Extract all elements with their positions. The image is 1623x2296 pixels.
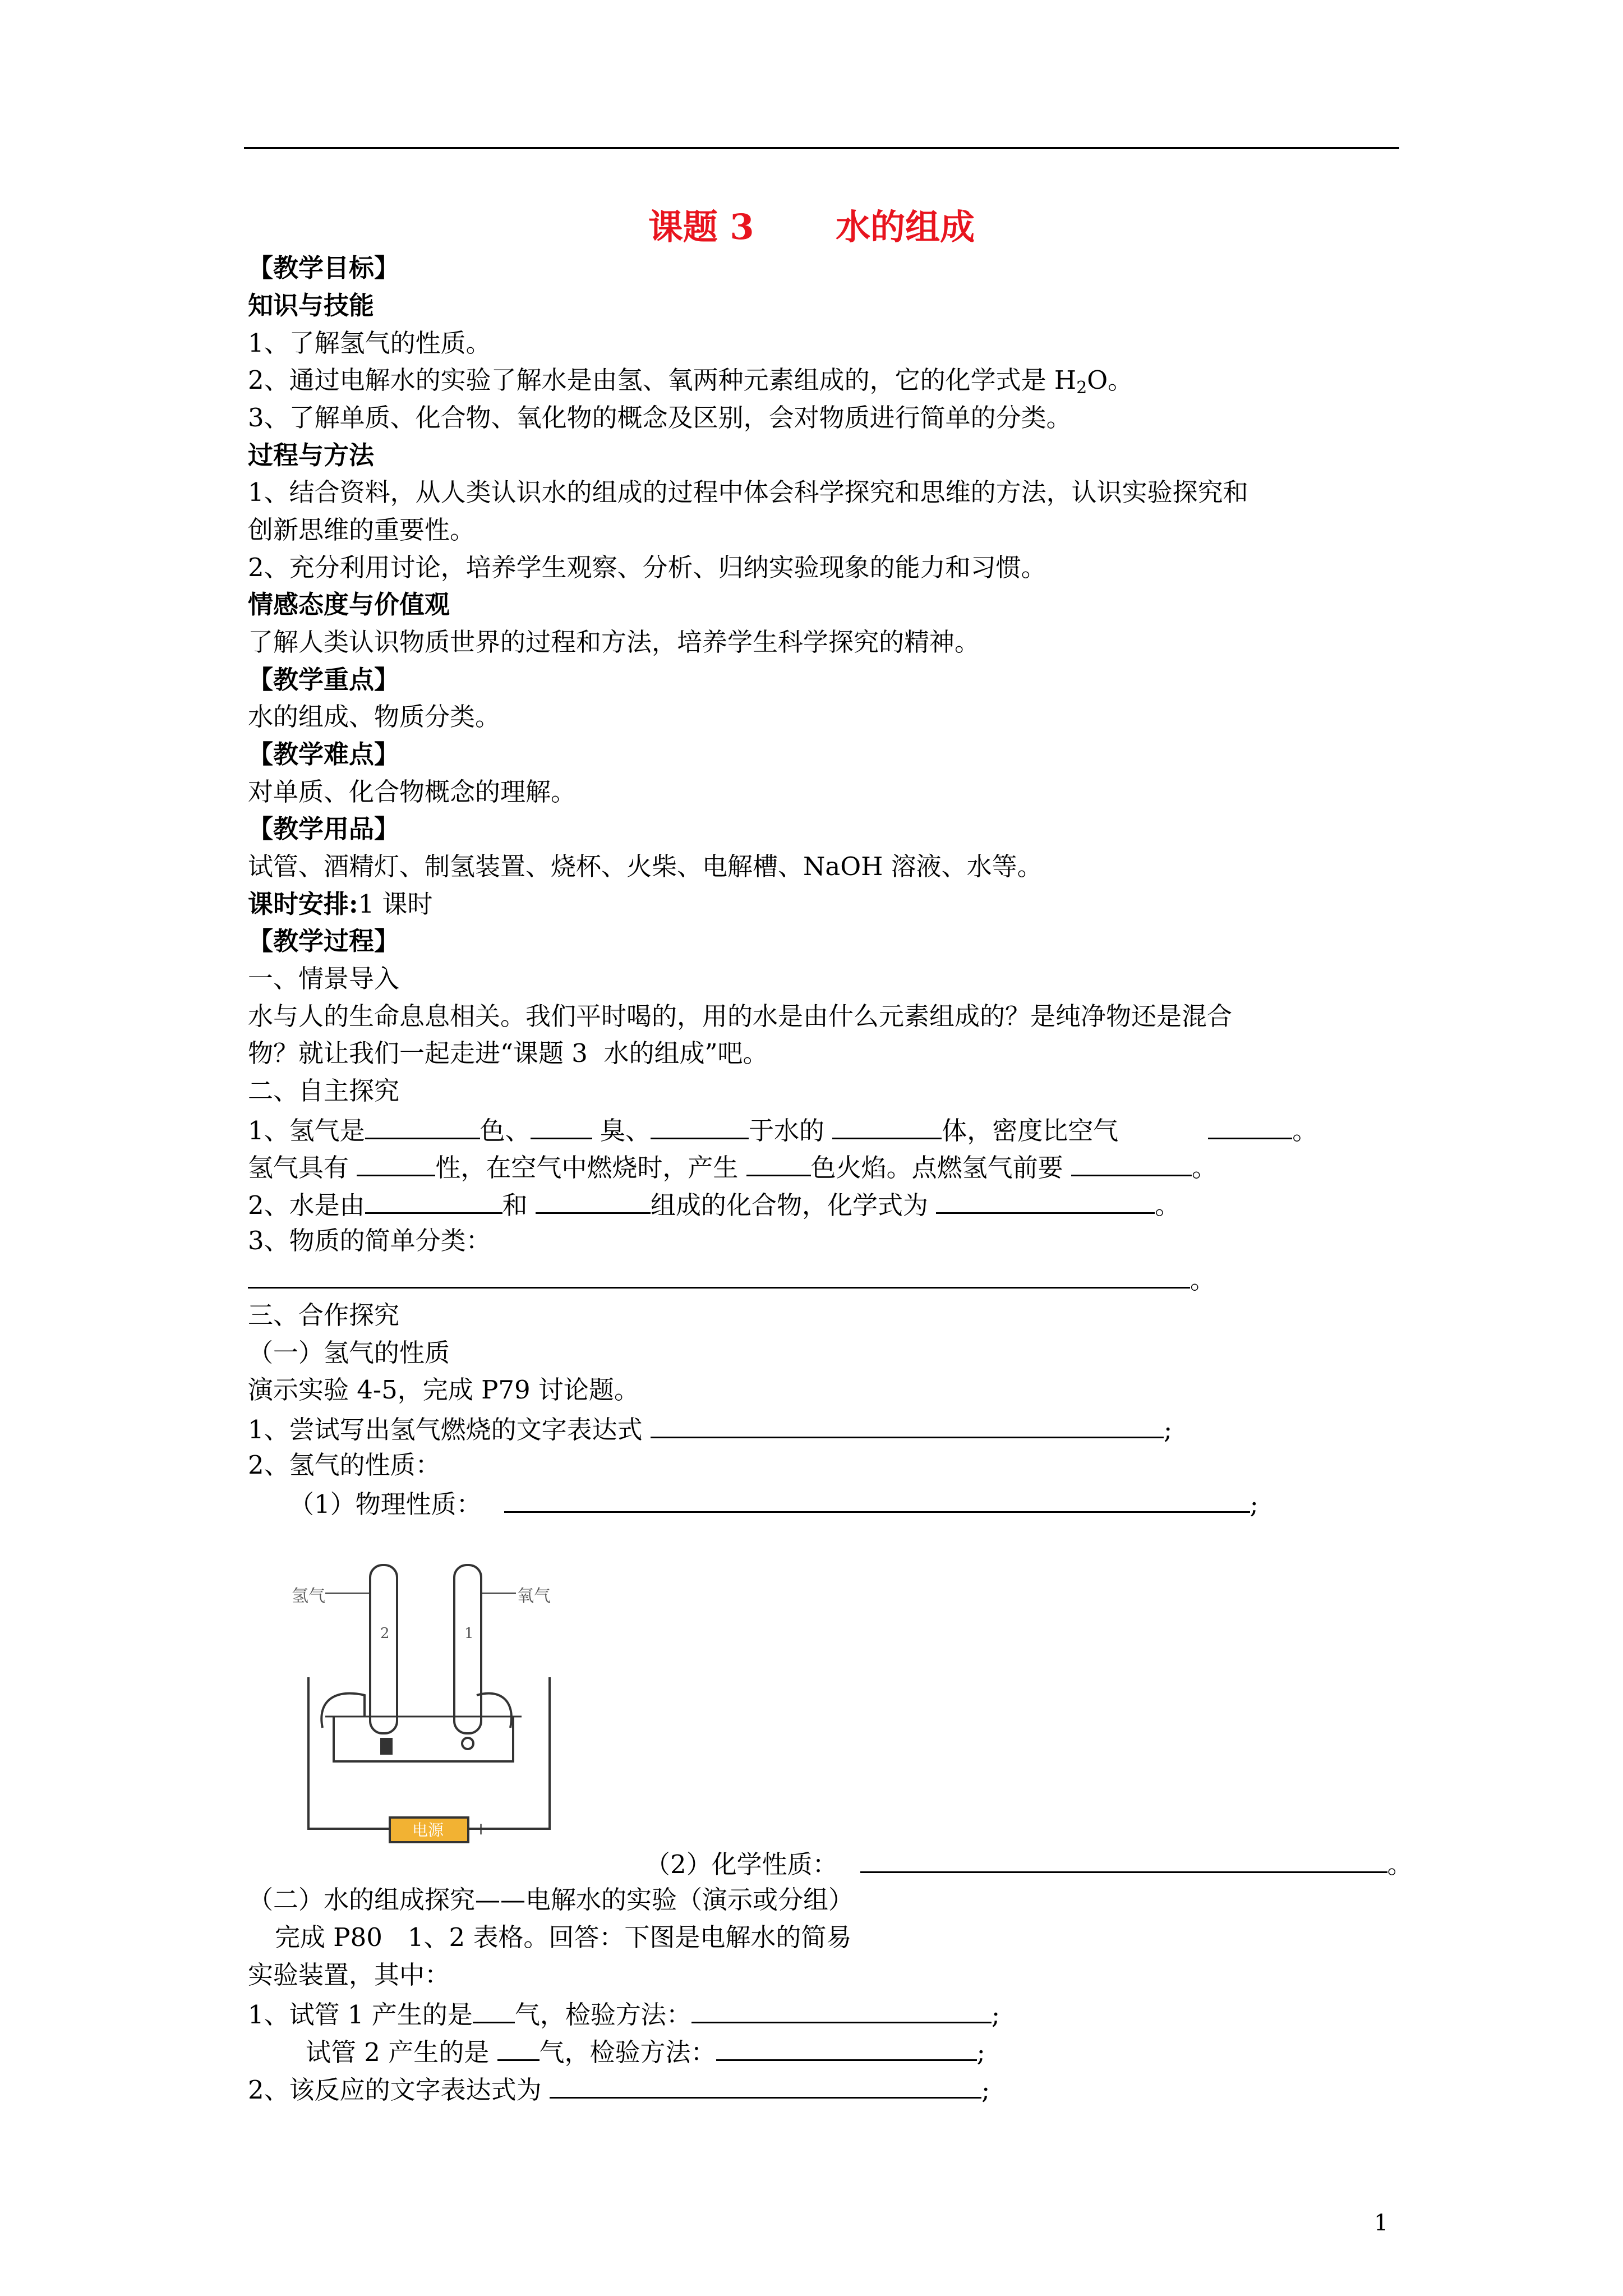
blank[interactable] [497,2033,540,2061]
combustion-question: 1、尝试写出氢气燃烧的文字表达式 ; [248,1411,1172,1447]
blank[interactable] [936,1186,1155,1214]
section-difficulty: 【教学难点】 [248,739,400,769]
section-process: 【教学过程】 [248,926,400,956]
blank[interactable] [651,1112,749,1139]
test-tube-1 [370,1565,397,1733]
complete-table: 完成 P80 1、2 表格。回答：下图是电解水的简易 [275,1922,852,1952]
section-key: 【教学重点】 [248,665,400,694]
blank[interactable] [691,1996,992,2023]
step-1-heading: 一、情景导入 [248,964,400,993]
blank[interactable] [651,1411,1164,1438]
section-goal: 【教学目标】 [248,253,400,283]
process-heading: 过程与方法 [248,440,375,470]
attitude-1: 了解人类认识物质世界的过程和方法，培养学生科学探究的精神。 [248,627,980,657]
hours-line: 课时安排:1 课时 [248,889,433,919]
label-power: 电源 [412,1821,444,1839]
demo-text: 演示实验 4-5，完成 P79 讨论题。 [248,1375,639,1405]
label-plus: + [474,1819,488,1839]
blank[interactable] [473,1996,515,2023]
key-text: 水的组成、物质分类。 [248,702,501,731]
knowledge-2: 2、通过电解水的实验了解水是由氢、氧两种元素组成的，它的化学式是 $H_2O$。 [248,365,1133,398]
question-3-answer: 。 [248,1261,1215,1297]
label-tube-2: 2 [380,1625,390,1642]
properties-heading: 2、氢气的性质： [248,1450,441,1480]
label-oxygen: 氧气 [517,1586,551,1606]
tube-2-question: 试管 2 产生的是 气，检验方法： ; [306,2033,985,2069]
device-text: 实验装置，其中： [248,1960,450,1990]
electrode-left [381,1739,391,1754]
question-2: 2、水是由 和 组成的化合物，化学式为 。 [248,1186,1180,1222]
chemical-properties: （2）化学性质： 。 [645,1846,1413,1881]
test-tube-2 [454,1565,481,1733]
physical-properties: （1）物理性质： ; [289,1485,1258,1521]
blank[interactable] [357,1149,435,1176]
blank[interactable] [550,2071,981,2099]
blank[interactable] [248,1261,1190,1289]
blank[interactable] [365,1112,480,1139]
knowledge-heading: 知识与技能 [248,291,375,320]
blank[interactable] [716,2033,977,2061]
knowledge-1: 1、了解氢气的性质。 [248,328,491,358]
step-3-heading: 三、合作探究 [248,1300,400,1330]
label-minus: − [367,1819,382,1839]
sub-2-heading: （二）水的组成探究——电解水的实验（演示或分组） [248,1885,854,1915]
blank[interactable] [365,1186,502,1214]
process-2: 2、充分利用讨论，培养学生观察、分析、归纳实验现象的能力和习惯。 [248,553,1046,582]
blank[interactable] [531,1112,592,1139]
question-1b: 氢气具有 性，在空气中燃烧时，产生 色火焰。点燃氢气前要 。 [248,1149,1217,1185]
process-1a: 1、结合资料，从人类认识水的组成的过程中体会科学探究和思维的方法，认识实验探究和 [248,477,1248,507]
blank[interactable] [832,1112,942,1139]
label-tube-1: 1 [464,1625,474,1642]
question-3: 3、物质的简单分类： [248,1226,491,1255]
electrode-right [462,1738,473,1749]
blank[interactable] [860,1846,1387,1873]
blank[interactable] [1071,1149,1192,1176]
question-1: 1、氢气是 色、 臭、 于水的 体，密度比空气 。 [248,1112,1317,1148]
difficulty-text: 对单质、化合物概念的理解。 [248,777,577,807]
section-tools: 【教学用品】 [248,814,400,844]
tube-1-question: 1、试管 1 产生的是 气，检验方法： ; [248,1996,1000,2032]
knowledge-3: 3、了解单质、化合物、氧化物的概念及区别，会对物质进行简单的分类。 [248,403,1072,432]
page-title: 课题 3 水的组成 [648,206,975,247]
electrolysis-trough [334,1717,513,1761]
label-hydrogen: 氢气 [292,1586,325,1606]
intro-1: 水与人的生命息息相关。我们平时喝的，用的水是由什么元素组成的？是纯净物还是混合 [248,1001,1233,1031]
blank[interactable] [1208,1112,1292,1139]
process-1b: 创新思维的重要性。 [248,515,476,545]
attitude-heading: 情感态度与价值观 [248,590,450,619]
blank[interactable] [746,1149,811,1176]
step-2-heading: 二、自主探究 [248,1076,400,1106]
left-wire-loop [321,1694,365,1728]
blank[interactable] [536,1186,651,1214]
electrolysis-apparatus-diagram [292,1548,561,1862]
sub-1-heading: （一）氢气的性质 [248,1338,450,1368]
intro-2: 物？就让我们一起走进“课题 3 水的组成”吧。 [248,1038,768,1068]
tools-text: 试管、酒精灯、制氢装置、烧杯、火柴、电解槽、NaOH 溶液、水等。 [248,852,1043,881]
blank[interactable] [504,1485,1250,1513]
page-number: 1 [1374,2210,1389,2236]
header-rule [244,147,1399,149]
reaction-question: 2、该反应的文字表达式为 ; [248,2071,990,2107]
